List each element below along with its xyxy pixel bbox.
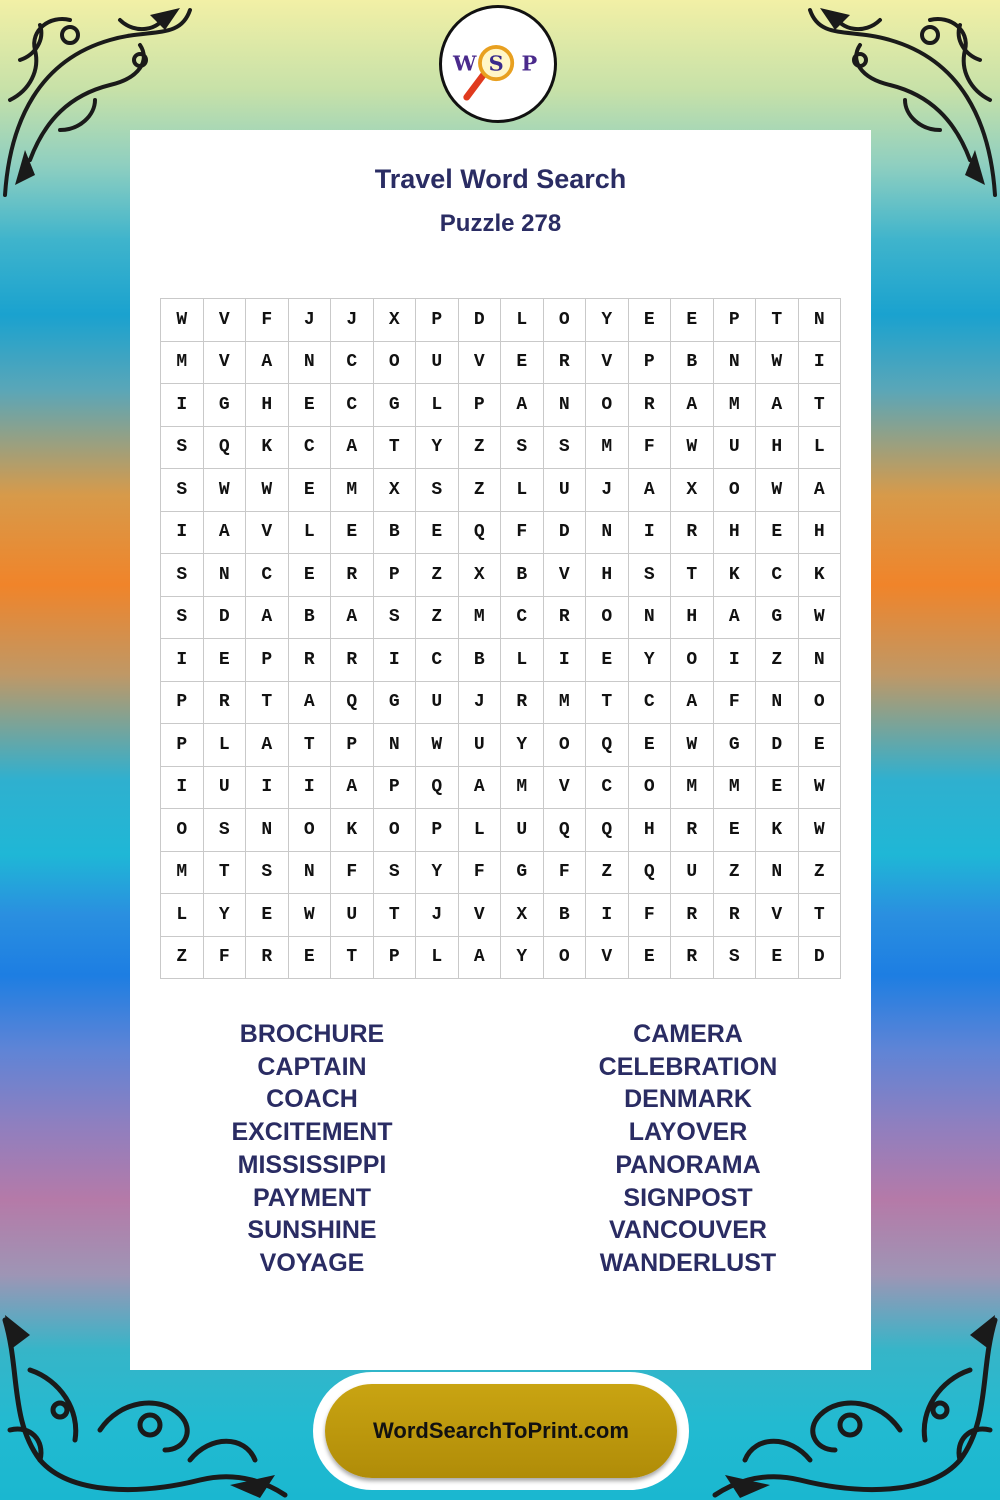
- word-list-item: VOYAGE: [259, 1248, 365, 1277]
- grid-cell[interactable]: V: [586, 342, 629, 385]
- grid-cell[interactable]: L: [501, 639, 544, 682]
- grid-cell[interactable]: F: [629, 894, 672, 937]
- grid-cell[interactable]: O: [586, 384, 629, 427]
- grid-cell[interactable]: H: [629, 809, 672, 852]
- grid-cell[interactable]: P: [629, 342, 672, 385]
- grid-cell[interactable]: Z: [416, 554, 459, 597]
- grid-cell[interactable]: M: [459, 597, 502, 640]
- grid-cell[interactable]: Y: [586, 299, 629, 342]
- grid-cell[interactable]: S: [161, 469, 204, 512]
- grid-cell[interactable]: F: [246, 299, 289, 342]
- grid-cell[interactable]: G: [374, 384, 417, 427]
- word-list-item: MISSISSIPPI: [237, 1150, 387, 1179]
- grid-cell[interactable]: S: [416, 469, 459, 512]
- grid-cell[interactable]: V: [586, 937, 629, 980]
- grid-cell[interactable]: B: [374, 512, 417, 555]
- grid-cell[interactable]: Z: [799, 852, 842, 895]
- grid-cell[interactable]: J: [289, 299, 332, 342]
- grid-cell[interactable]: L: [416, 384, 459, 427]
- grid-cell[interactable]: A: [629, 469, 672, 512]
- grid-cell[interactable]: E: [331, 512, 374, 555]
- grid-cell[interactable]: X: [671, 469, 714, 512]
- grid-cell[interactable]: A: [204, 512, 247, 555]
- grid-cell[interactable]: H: [586, 554, 629, 597]
- grid-cell[interactable]: V: [459, 894, 502, 937]
- grid-cell[interactable]: Q: [586, 724, 629, 767]
- puzzle-number: Puzzle 278: [439, 210, 562, 237]
- grid-cell[interactable]: S: [161, 597, 204, 640]
- grid-cell[interactable]: I: [374, 639, 417, 682]
- grid-cell[interactable]: P: [246, 639, 289, 682]
- grid-cell[interactable]: N: [629, 597, 672, 640]
- grid-cell[interactable]: A: [671, 384, 714, 427]
- word-list-left: [162, 1018, 462, 1280]
- grid-cell[interactable]: M: [161, 342, 204, 385]
- grid-cell[interactable]: O: [586, 597, 629, 640]
- grid-cell[interactable]: N: [204, 554, 247, 597]
- grid-cell[interactable]: S: [629, 554, 672, 597]
- grid-cell[interactable]: K: [756, 809, 799, 852]
- grid-cell[interactable]: Z: [756, 639, 799, 682]
- grid-cell[interactable]: A: [289, 682, 332, 725]
- grid-cell[interactable]: Q: [416, 767, 459, 810]
- grid-cell[interactable]: A: [799, 469, 842, 512]
- grid-cell[interactable]: S: [246, 852, 289, 895]
- grid-cell[interactable]: I: [161, 639, 204, 682]
- grid-cell[interactable]: C: [586, 767, 629, 810]
- grid-cell[interactable]: D: [204, 597, 247, 640]
- grid-cell[interactable]: L: [501, 469, 544, 512]
- grid-cell[interactable]: T: [756, 299, 799, 342]
- grid-cell[interactable]: O: [544, 299, 587, 342]
- grid-cell[interactable]: Y: [501, 937, 544, 980]
- grid-cell[interactable]: S: [161, 554, 204, 597]
- grid-cell[interactable]: P: [416, 809, 459, 852]
- grid-cell[interactable]: C: [246, 554, 289, 597]
- grid-cell[interactable]: A: [756, 384, 799, 427]
- word-list-item: CELEBRATION: [598, 1052, 778, 1081]
- grid-cell[interactable]: T: [799, 894, 842, 937]
- grid-cell[interactable]: F: [544, 852, 587, 895]
- grid-cell[interactable]: Q: [544, 809, 587, 852]
- grid-cell[interactable]: R: [671, 937, 714, 980]
- grid-cell[interactable]: X: [501, 894, 544, 937]
- word-list-item: VANCOUVER: [609, 1216, 767, 1245]
- grid-cell[interactable]: N: [799, 299, 842, 342]
- grid-cell[interactable]: S: [161, 427, 204, 470]
- grid-cell[interactable]: L: [459, 809, 502, 852]
- grid-cell[interactable]: B: [671, 342, 714, 385]
- grid-cell[interactable]: H: [671, 597, 714, 640]
- grid-cell[interactable]: N: [246, 809, 289, 852]
- grid-cell[interactable]: N: [756, 852, 799, 895]
- word-list-item: BROCHURE: [239, 1020, 385, 1048]
- grid-cell[interactable]: T: [204, 852, 247, 895]
- grid-cell[interactable]: K: [331, 809, 374, 852]
- grid-cell[interactable]: T: [374, 894, 417, 937]
- grid-cell[interactable]: S: [204, 809, 247, 852]
- grid-cell[interactable]: P: [459, 384, 502, 427]
- grid-cell[interactable]: Q: [331, 682, 374, 725]
- grid-cell[interactable]: A: [459, 937, 502, 980]
- word-list-item: PAYMENT: [252, 1183, 372, 1212]
- grid-cell[interactable]: Y: [501, 724, 544, 767]
- grid-cell[interactable]: W: [204, 469, 247, 512]
- grid-cell[interactable]: M: [671, 767, 714, 810]
- grid-cell[interactable]: J: [586, 469, 629, 512]
- grid-cell[interactable]: W: [416, 724, 459, 767]
- grid-cell[interactable]: I: [629, 512, 672, 555]
- grid-cell[interactable]: T: [799, 384, 842, 427]
- grid-cell[interactable]: E: [756, 512, 799, 555]
- grid-cell[interactable]: O: [289, 809, 332, 852]
- grid-cell[interactable]: F: [714, 682, 757, 725]
- grid-cell[interactable]: R: [671, 809, 714, 852]
- page-title: Travel Word Search: [374, 164, 627, 194]
- grid-cell[interactable]: O: [161, 809, 204, 852]
- grid-cell[interactable]: D: [799, 937, 842, 980]
- grid-cell[interactable]: P: [331, 724, 374, 767]
- grid-cell[interactable]: I: [246, 767, 289, 810]
- grid-cell[interactable]: M: [714, 384, 757, 427]
- grid-cell[interactable]: G: [501, 852, 544, 895]
- site-logo[interactable]: [439, 5, 557, 123]
- grid-cell[interactable]: E: [629, 299, 672, 342]
- grid-cell[interactable]: K: [714, 554, 757, 597]
- grid-cell[interactable]: B: [459, 639, 502, 682]
- grid-cell[interactable]: M: [714, 767, 757, 810]
- grid-cell[interactable]: U: [416, 682, 459, 725]
- grid-cell[interactable]: R: [331, 639, 374, 682]
- grid-cell[interactable]: K: [799, 554, 842, 597]
- grid-cell[interactable]: M: [161, 852, 204, 895]
- grid-cell[interactable]: V: [459, 342, 502, 385]
- grid-cell[interactable]: Y: [416, 852, 459, 895]
- grid-cell[interactable]: U: [714, 427, 757, 470]
- grid-cell[interactable]: F: [204, 937, 247, 980]
- logo-letter-p: P: [521, 50, 538, 76]
- grid-cell[interactable]: F: [629, 427, 672, 470]
- grid-cell[interactable]: N: [289, 342, 332, 385]
- grid-cell[interactable]: F: [331, 852, 374, 895]
- grid-cell[interactable]: B: [289, 597, 332, 640]
- grid-cell[interactable]: T: [374, 427, 417, 470]
- grid-cell[interactable]: V: [544, 554, 587, 597]
- grid-cell[interactable]: A: [714, 597, 757, 640]
- grid-cell[interactable]: O: [629, 767, 672, 810]
- grid-cell[interactable]: O: [799, 682, 842, 725]
- grid-cell[interactable]: A: [459, 767, 502, 810]
- puzzle-card: [130, 130, 871, 1370]
- grid-cell[interactable]: W: [799, 809, 842, 852]
- grid-cell[interactable]: U: [331, 894, 374, 937]
- grid-cell[interactable]: U: [544, 469, 587, 512]
- grid-cell[interactable]: G: [756, 597, 799, 640]
- grid-cell[interactable]: T: [331, 937, 374, 980]
- grid-cell[interactable]: I: [289, 767, 332, 810]
- grid-cell[interactable]: E: [246, 894, 289, 937]
- grid-cell[interactable]: A: [246, 597, 289, 640]
- grid-cell[interactable]: Z: [714, 852, 757, 895]
- grid-cell[interactable]: P: [374, 767, 417, 810]
- grid-cell[interactable]: R: [671, 512, 714, 555]
- grid-cell[interactable]: E: [501, 342, 544, 385]
- grid-cell[interactable]: E: [416, 512, 459, 555]
- grid-cell[interactable]: R: [629, 384, 672, 427]
- grid-cell[interactable]: W: [799, 597, 842, 640]
- grid-cell[interactable]: U: [416, 342, 459, 385]
- grid-cell[interactable]: R: [204, 682, 247, 725]
- grid-cell[interactable]: E: [289, 469, 332, 512]
- grid-cell[interactable]: V: [756, 894, 799, 937]
- grid-cell[interactable]: G: [374, 682, 417, 725]
- grid-cell[interactable]: W: [246, 469, 289, 512]
- letter-grid: [160, 298, 841, 979]
- grid-cell[interactable]: A: [331, 597, 374, 640]
- grid-cell[interactable]: P: [161, 724, 204, 767]
- grid-cell[interactable]: M: [586, 427, 629, 470]
- grid-cell[interactable]: I: [714, 639, 757, 682]
- grid-cell[interactable]: S: [374, 852, 417, 895]
- word-list-item: PANORAMA: [615, 1150, 761, 1179]
- grid-cell[interactable]: Y: [204, 894, 247, 937]
- grid-cell[interactable]: O: [374, 342, 417, 385]
- grid-cell[interactable]: Z: [416, 597, 459, 640]
- grid-cell[interactable]: W: [671, 724, 714, 767]
- grid-cell[interactable]: X: [459, 554, 502, 597]
- word-list-item: LAYOVER: [628, 1118, 748, 1147]
- grid-cell[interactable]: M: [501, 767, 544, 810]
- grid-cell[interactable]: R: [544, 342, 587, 385]
- grid-cell[interactable]: P: [374, 937, 417, 980]
- grid-cell[interactable]: Y: [629, 639, 672, 682]
- grid-cell[interactable]: E: [629, 937, 672, 980]
- grid-cell[interactable]: O: [544, 937, 587, 980]
- grid-cell[interactable]: N: [544, 384, 587, 427]
- grid-cell[interactable]: V: [204, 342, 247, 385]
- grid-cell[interactable]: B: [501, 554, 544, 597]
- grid-cell[interactable]: Q: [459, 512, 502, 555]
- grid-cell[interactable]: E: [629, 724, 672, 767]
- grid-cell[interactable]: E: [671, 299, 714, 342]
- grid-cell[interactable]: H: [246, 384, 289, 427]
- grid-cell[interactable]: E: [586, 639, 629, 682]
- grid-cell[interactable]: Y: [416, 427, 459, 470]
- grid-cell[interactable]: T: [289, 724, 332, 767]
- grid-cell[interactable]: A: [246, 342, 289, 385]
- grid-cell[interactable]: D: [544, 512, 587, 555]
- grid-cell[interactable]: R: [544, 597, 587, 640]
- grid-cell[interactable]: R: [714, 894, 757, 937]
- grid-cell[interactable]: O: [374, 809, 417, 852]
- grid-cell[interactable]: C: [629, 682, 672, 725]
- grid-cell[interactable]: Z: [586, 852, 629, 895]
- word-list-item: SIGNPOST: [623, 1183, 753, 1212]
- word-list-item: CAMERA: [633, 1020, 743, 1048]
- grid-cell[interactable]: I: [586, 894, 629, 937]
- grid-cell[interactable]: W: [756, 469, 799, 512]
- grid-cell[interactable]: A: [331, 767, 374, 810]
- grid-cell[interactable]: N: [714, 342, 757, 385]
- grid-cell[interactable]: R: [501, 682, 544, 725]
- grid-cell[interactable]: U: [459, 724, 502, 767]
- grid-cell[interactable]: C: [331, 342, 374, 385]
- grid-cell[interactable]: L: [501, 299, 544, 342]
- grid-cell[interactable]: L: [161, 894, 204, 937]
- footer-badge: [313, 1372, 689, 1490]
- grid-cell[interactable]: Z: [161, 937, 204, 980]
- grid-cell[interactable]: A: [671, 682, 714, 725]
- grid-cell[interactable]: O: [714, 469, 757, 512]
- grid-cell[interactable]: F: [459, 852, 502, 895]
- grid-cell[interactable]: P: [161, 682, 204, 725]
- grid-cell[interactable]: D: [756, 724, 799, 767]
- grid-cell[interactable]: W: [799, 767, 842, 810]
- grid-cell[interactable]: J: [416, 894, 459, 937]
- grid-cell[interactable]: V: [204, 299, 247, 342]
- grid-cell[interactable]: U: [501, 809, 544, 852]
- grid-cell[interactable]: E: [714, 809, 757, 852]
- grid-cell[interactable]: Q: [629, 852, 672, 895]
- grid-cell[interactable]: C: [416, 639, 459, 682]
- website-link-button[interactable]: WordSearchToPrint.com: [325, 1384, 677, 1478]
- grid-cell[interactable]: H: [714, 512, 757, 555]
- grid-cell[interactable]: M: [544, 682, 587, 725]
- word-list-item: SUNSHINE: [247, 1216, 377, 1245]
- logo-letter-s: S: [488, 50, 504, 76]
- word-list-item: WANDERLUST: [599, 1248, 777, 1277]
- grid-cell[interactable]: E: [289, 384, 332, 427]
- word-list-item: DENMARK: [624, 1085, 752, 1114]
- logo-letter-w: W: [453, 50, 477, 76]
- grid-cell[interactable]: E: [756, 937, 799, 980]
- grid-cell[interactable]: Q: [204, 427, 247, 470]
- grid-cell[interactable]: S: [501, 427, 544, 470]
- grid-cell[interactable]: N: [799, 639, 842, 682]
- grid-cell[interactable]: C: [501, 597, 544, 640]
- grid-cell[interactable]: H: [799, 512, 842, 555]
- grid-cell[interactable]: T: [586, 682, 629, 725]
- grid-cell[interactable]: J: [331, 299, 374, 342]
- grid-cell[interactable]: C: [756, 554, 799, 597]
- grid-cell[interactable]: J: [459, 682, 502, 725]
- grid-cell[interactable]: H: [756, 427, 799, 470]
- grid-cell[interactable]: E: [756, 767, 799, 810]
- grid-cell[interactable]: I: [799, 342, 842, 385]
- grid-cell[interactable]: L: [799, 427, 842, 470]
- grid-cell[interactable]: C: [289, 427, 332, 470]
- grid-cell[interactable]: R: [289, 639, 332, 682]
- grid-cell[interactable]: N: [756, 682, 799, 725]
- grid-cell[interactable]: S: [714, 937, 757, 980]
- grid-cell[interactable]: R: [331, 554, 374, 597]
- grid-cell[interactable]: R: [246, 937, 289, 980]
- grid-cell[interactable]: L: [416, 937, 459, 980]
- grid-cell[interactable]: W: [671, 427, 714, 470]
- grid-cell[interactable]: U: [671, 852, 714, 895]
- word-list-item: COACH: [266, 1085, 358, 1114]
- grid-cell[interactable]: S: [374, 597, 417, 640]
- grid-cell[interactable]: R: [671, 894, 714, 937]
- grid-cell[interactable]: C: [331, 384, 374, 427]
- grid-cell[interactable]: L: [289, 512, 332, 555]
- word-list-item: CAPTAIN: [257, 1052, 367, 1081]
- grid-cell[interactable]: X: [374, 299, 417, 342]
- grid-cell[interactable]: P: [714, 299, 757, 342]
- grid-cell[interactable]: P: [416, 299, 459, 342]
- grid-cell[interactable]: F: [501, 512, 544, 555]
- grid-cell[interactable]: M: [331, 469, 374, 512]
- grid-cell[interactable]: I: [544, 639, 587, 682]
- grid-cell[interactable]: E: [289, 554, 332, 597]
- grid-cell[interactable]: I: [161, 384, 204, 427]
- grid-cell[interactable]: W: [161, 299, 204, 342]
- grid-cell[interactable]: N: [374, 724, 417, 767]
- grid-cell[interactable]: L: [204, 724, 247, 767]
- grid-cell[interactable]: E: [289, 937, 332, 980]
- grid-cell[interactable]: I: [161, 512, 204, 555]
- grid-cell[interactable]: I: [161, 767, 204, 810]
- grid-cell[interactable]: A: [501, 384, 544, 427]
- grid-cell[interactable]: T: [246, 682, 289, 725]
- magnifier-icon: [467, 74, 484, 97]
- word-list-right: [538, 1018, 838, 1280]
- grid-cell[interactable]: P: [374, 554, 417, 597]
- grid-cell[interactable]: N: [289, 852, 332, 895]
- grid-cell[interactable]: E: [204, 639, 247, 682]
- grid-cell[interactable]: B: [544, 894, 587, 937]
- grid-cell[interactable]: Z: [459, 427, 502, 470]
- grid-cell[interactable]: O: [544, 724, 587, 767]
- grid-cell[interactable]: D: [459, 299, 502, 342]
- grid-cell[interactable]: E: [799, 724, 842, 767]
- grid-cell[interactable]: W: [756, 342, 799, 385]
- grid-cell[interactable]: X: [374, 469, 417, 512]
- grid-cell[interactable]: T: [671, 554, 714, 597]
- grid-cell[interactable]: Z: [459, 469, 502, 512]
- grid-cell[interactable]: W: [289, 894, 332, 937]
- grid-cell[interactable]: A: [331, 427, 374, 470]
- grid-cell[interactable]: V: [544, 767, 587, 810]
- grid-cell[interactable]: A: [246, 724, 289, 767]
- grid-cell[interactable]: Q: [586, 809, 629, 852]
- grid-cell[interactable]: N: [586, 512, 629, 555]
- grid-cell[interactable]: G: [204, 384, 247, 427]
- grid-cell[interactable]: V: [246, 512, 289, 555]
- grid-cell[interactable]: G: [714, 724, 757, 767]
- grid-cell[interactable]: U: [204, 767, 247, 810]
- word-list-item: EXCITEMENT: [231, 1118, 393, 1147]
- grid-cell[interactable]: K: [246, 427, 289, 470]
- grid-cell[interactable]: S: [544, 427, 587, 470]
- grid-cell[interactable]: O: [671, 639, 714, 682]
